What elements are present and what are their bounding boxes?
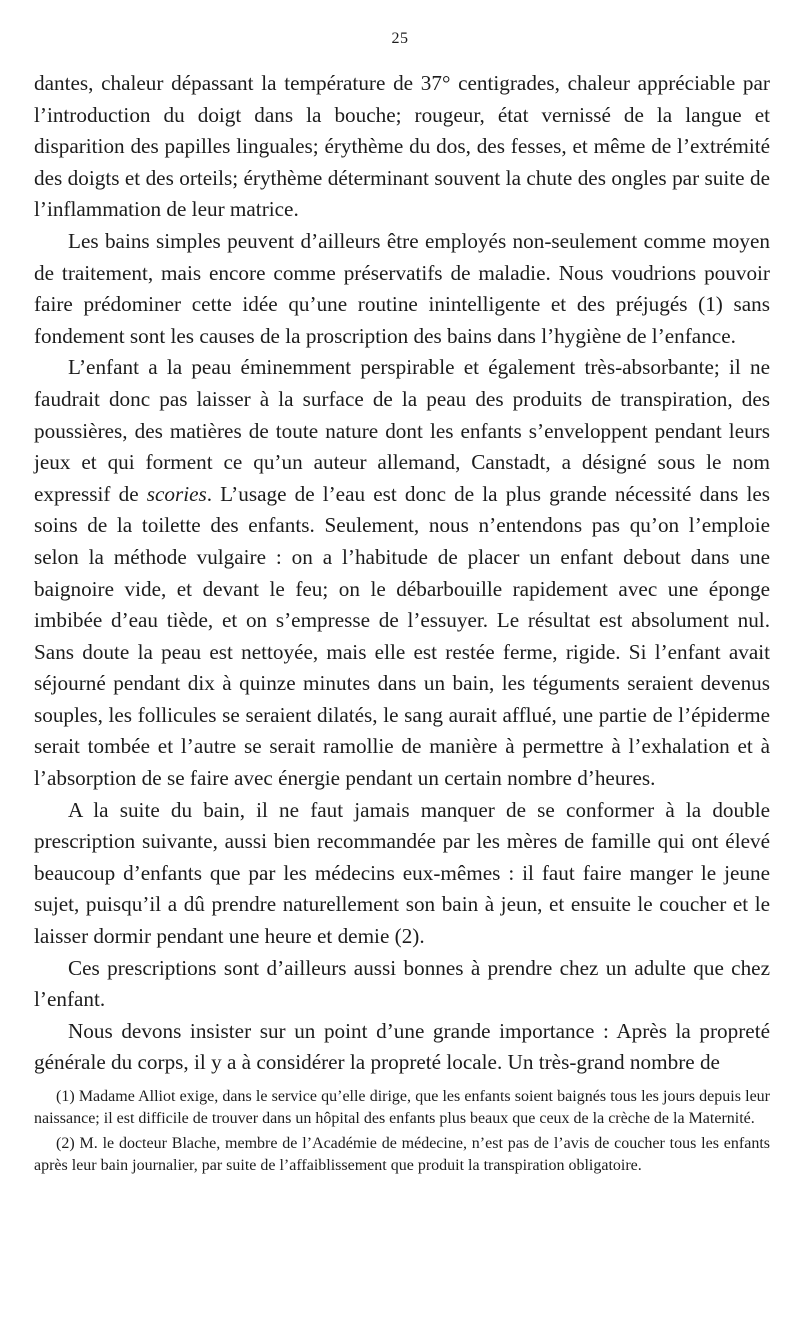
paragraph-baths-preventive: Les bains simples peuvent d’ailleurs être employés non-seulement comme moyen de traitement, mais encore comme préservatifs de maladie. Nous voudrions pouvoir faire prédominer cette idée qu’une routine inintelligente et des préjugés (1) sans fondement sont les causes de la proscription des bains dans l’hygiène de l’enfance.: [34, 228, 770, 348]
footnote-2: (2) M. le docteur Blache, membre de l’Académie de médecine, n’est pas de l’avis de coucher tous les enfants après leur bain journalier, par suite de l’affaiblissement que produit la transpiration obligatoire.: [34, 1135, 770, 1174]
footnote-1: (1) Madame Alliot exige, dans le service qu’elle dirige, que les enfants soient baignés tous les jours depuis leur naissance; il est difficile de trouver dans un hôpital des enfants plus beaux que ceux de la crèche de la Maternité.: [34, 1088, 770, 1127]
paragraph-text: . L’usage de l’eau est donc de la plus grande nécessité dans les soins de la toilette des enfants. Seulement, nous n’entendons pas qu’on l’emploie selon la méthode vulgaire : on a l’habitude de placer un enfant debout dans une baignoire vide, et devant le feu; on le débarbouille rapidement avec une éponge imbibée d’eau tiède, et on s’empresse de l’essuyer. Le résultat est absolument nul. Sans doute la peau est nettoyée, mais elle est restée ferme, rigide. Si l’enfant avait séjourné pendant dix à quinze minutes dans un bain, les téguments seraient devenus souples, les follicules se seraient dilatés, le sang aurait afflué, une partie de l’épiderme serait tombée et l’autre se serait ramollie de manière à permettre à l’exhalation et à l’absorption de se faire avec énergie pendant un certain nombre d’heures.: [34, 481, 770, 791]
italic-term-scories: scories: [146, 481, 207, 506]
paragraph-adult-child: Ces prescriptions sont d’ailleurs aussi bonnes à prendre chez un adulte que chez l’enfant.: [34, 955, 770, 1012]
main-text: [34, 68, 770, 1079]
paragraph-local-cleanliness: Nous devons insister sur un point d’une grande importance : Après la propreté générale du corps, il y a à considérer la propreté locale. Un très-grand nombre de: [34, 1018, 770, 1075]
paragraph-double-prescription: A la suite du bain, il ne faut jamais manquer de se conformer à la double prescription suivante, aussi bien recommandée par les mères de famille qui ont élevé beaucoup d’enfants que par les médecins eux-mêmes : il faut faire manger le jeune sujet, puisqu’il a dû prendre naturellement son bain à jeun, et ensuite le coucher et le laisser dormir pendant une heure et demie (2).: [34, 797, 770, 949]
page-number: 25: [391, 30, 409, 47]
paragraph-skin-perspirable: [34, 352, 770, 794]
paragraph-continuation: dantes, chaleur dépassant la température de 37° centigrades, chaleur appréciable par l’introduction du doigt dans la bouche; rougeur, état vernissé de la langue et disparition des papilles linguales; érythème du dos, des fesses, et même de l’extrémité des doigts et des orteils; érythème déterminant souvent la chute des ongles par suite de l’inflammation de leur matrice.: [34, 71, 770, 222]
paragraph-text: L’enfant a la peau éminemment perspirable et également très-absorbante; il ne faudrait donc pas laisser à la surface de la peau des produits de transpiration, des poussières, des matières de toute nature dont les enfants s’enveloppent pendant leurs jeux et qui forment ce qu’un auteur allemand, Canstadt, a désigné sous le nom expressif de: [34, 355, 770, 506]
footnotes: [34, 1086, 770, 1180]
